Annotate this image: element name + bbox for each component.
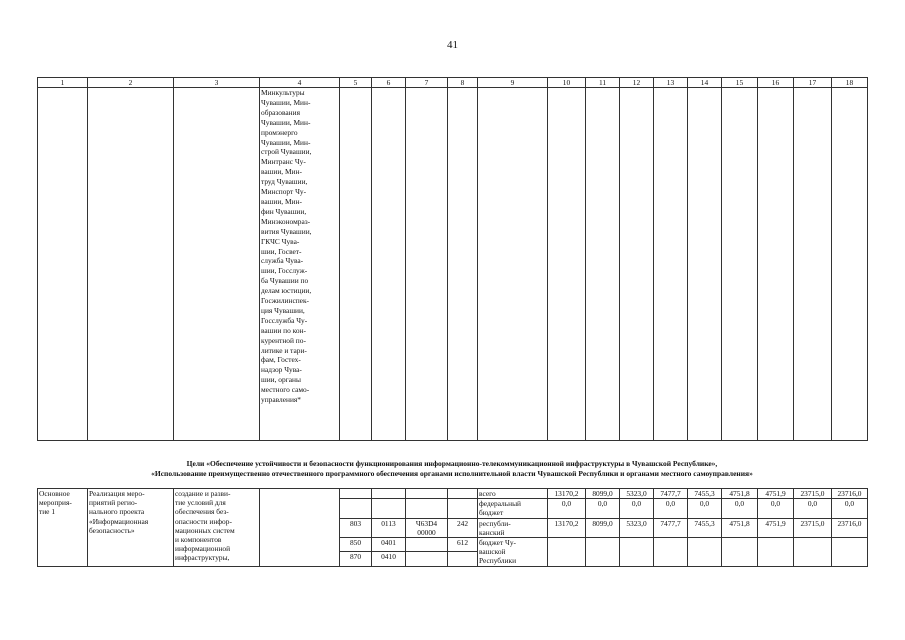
value-cell: [758, 538, 794, 567]
code-cell: [448, 552, 478, 566]
value-cell: [832, 538, 868, 567]
header-cell: 7: [406, 78, 448, 88]
header-cell: 1: [38, 78, 88, 88]
code-cell: [448, 499, 478, 518]
code-cell: 0401: [372, 538, 406, 552]
header-cell: 10: [548, 78, 586, 88]
top-table: [37, 77, 868, 441]
value-cell: 4751,9: [758, 518, 794, 537]
header-row: [38, 78, 868, 88]
value-cell: 0,0: [620, 499, 654, 518]
header-cell: 9: [478, 78, 548, 88]
value-cell: [688, 538, 722, 567]
bottom-table: [37, 488, 868, 567]
code-cell: [340, 499, 372, 518]
code-cell: 0113: [372, 518, 406, 537]
goal-heading: [37, 459, 867, 479]
header-cell: 14: [688, 78, 722, 88]
value-cell: 0,0: [758, 499, 794, 518]
code-cell: [406, 499, 448, 518]
value-cell: 23716,0: [832, 489, 868, 499]
header-cell: 11: [586, 78, 620, 88]
code-cell: Ч63D4 00000: [406, 518, 448, 537]
code-cell: 242: [448, 518, 478, 537]
source-cell: республи- канский: [478, 518, 548, 537]
header-cell: 17: [794, 78, 832, 88]
value-cell: 8099,0: [586, 489, 620, 499]
value-cell: [722, 538, 758, 567]
header-cell: 8: [448, 78, 478, 88]
code-cell: [406, 538, 448, 552]
source-cell: федеральный бюджет: [478, 499, 548, 518]
activity-goal: создание и разви- тие условий для обеспечения без- опасности инфор- мационных систем и компонентов информационной инфраструктуры,: [174, 489, 260, 567]
value-cell: 7455,3: [688, 518, 722, 537]
value-cell: 23716,0: [832, 518, 868, 537]
value-cell: 0,0: [722, 499, 758, 518]
executors-cell: Минкультуры Чувашии, Мин- образования Чувашии, Мин- промэнерго Чувашии, Мин- строй Чувашии, Минтранс Чу- вашии, Мин- труд Чувашии, Минспорт Чу- вашии, Мин- фин Чувашии, Минэкономраз- вития Чувашии, ГКЧС Чува- шии, Госвет- служба Чува- шии, Госслуж- ба Чувашии по делам юстиции, Госжилинспек- ция Чувашии, Госслужба Чу- вашии по кон- курентной по- литике и тари- фам, Гостех- надзор Чува- шии, органы местного само- управления*: [260, 88, 340, 441]
value-cell: [654, 538, 688, 567]
header-cell: 2: [88, 78, 174, 88]
goal-line-2: «Использование преимущественно отечественного программного обеспечения органами исполнительной власти Чувашской Республики и органами местного самоуправления»: [151, 469, 753, 478]
table-row: [38, 489, 868, 499]
code-cell: 850: [340, 538, 372, 552]
code-cell: [372, 489, 406, 499]
value-cell: 4751,9: [758, 489, 794, 499]
value-cell: 7477,7: [654, 518, 688, 537]
source-cell: бюджет Чу- вашской Республики: [478, 538, 548, 567]
value-cell: 23715,0: [794, 518, 832, 537]
header-cell: 18: [832, 78, 868, 88]
code-cell: [448, 489, 478, 499]
code-cell: [406, 489, 448, 499]
header-cell: 5: [340, 78, 372, 88]
header-cell: 4: [260, 78, 340, 88]
header-cell: 3: [174, 78, 260, 88]
code-cell: 870: [340, 552, 372, 566]
value-cell: [548, 538, 586, 567]
value-cell: 0,0: [688, 499, 722, 518]
header-cell: 6: [372, 78, 406, 88]
header-cell: 13: [654, 78, 688, 88]
source-cell: всего: [478, 489, 548, 499]
header-cell: 15: [722, 78, 758, 88]
value-cell: 23715,0: [794, 489, 832, 499]
value-cell: 13170,2: [548, 489, 586, 499]
value-cell: 4751,8: [722, 489, 758, 499]
value-cell: 0,0: [794, 499, 832, 518]
value-cell: 5323,0: [620, 518, 654, 537]
value-cell: 13170,2: [548, 518, 586, 537]
header-cell: 12: [620, 78, 654, 88]
header-cell: 16: [758, 78, 794, 88]
code-cell: [406, 552, 448, 566]
value-cell: 0,0: [832, 499, 868, 518]
goal-line-1: Цели «Обеспечение устойчивости и безопасности функционирования информационно-телекоммуникационной инфраструктуры в Чувашской Республике»,: [186, 459, 718, 468]
value-cell: 4751,8: [722, 518, 758, 537]
code-cell: [340, 489, 372, 499]
value-cell: [794, 538, 832, 567]
code-cell: 0410: [372, 552, 406, 566]
value-cell: 7477,7: [654, 489, 688, 499]
value-cell: 0,0: [654, 499, 688, 518]
value-cell: 0,0: [586, 499, 620, 518]
activity-type: Основное мероприя- тие 1: [38, 489, 88, 567]
page-number: 41: [447, 39, 458, 51]
table-row: [38, 88, 868, 441]
value-cell: 7455,3: [688, 489, 722, 499]
value-cell: 0,0: [548, 499, 586, 518]
code-cell: [372, 499, 406, 518]
value-cell: 5323,0: [620, 489, 654, 499]
code-cell: 803: [340, 518, 372, 537]
activity-name: Реализация меро- приятий регио- нального проекта «Информационная безопасность»: [88, 489, 174, 567]
value-cell: 8099,0: [586, 518, 620, 537]
value-cell: [620, 538, 654, 567]
code-cell: 612: [448, 538, 478, 552]
executor-cell: [260, 489, 340, 567]
value-cell: [586, 538, 620, 567]
